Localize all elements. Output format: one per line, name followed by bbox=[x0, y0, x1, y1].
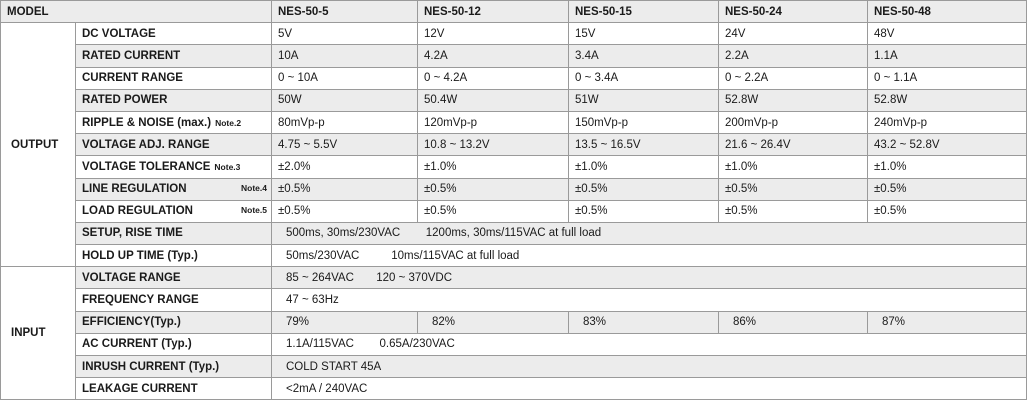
spec-name: LEAKAGE CURRENT bbox=[76, 378, 272, 400]
spec-value: ±1.0% bbox=[719, 156, 868, 178]
spec-value: ±0.5% bbox=[418, 200, 569, 222]
spec-value: 0 ~ 4.2A bbox=[418, 67, 569, 89]
spec-name: CURRENT RANGE bbox=[76, 67, 272, 89]
model-header: NES-50-24 bbox=[719, 1, 868, 23]
table-row bbox=[1, 356, 1027, 378]
spec-value: 50ms/230VAC 10ms/115VAC at full load bbox=[272, 245, 1027, 267]
spec-value: 82% bbox=[418, 311, 569, 333]
note-ref: Note.5 bbox=[241, 205, 267, 216]
spec-name: VOLTAGE ADJ. RANGE bbox=[76, 134, 272, 156]
table-row bbox=[1, 267, 1027, 289]
table-row bbox=[1, 111, 1027, 133]
spec-value: 2.2A bbox=[719, 45, 868, 67]
spec-value: 43.2 ~ 52.8V bbox=[868, 134, 1027, 156]
table-row bbox=[1, 378, 1027, 400]
table-row bbox=[1, 178, 1027, 200]
spec-name-text: LOAD REGULATION bbox=[82, 205, 193, 218]
spec-name bbox=[76, 156, 272, 178]
spec-value: ±2.0% bbox=[272, 156, 418, 178]
spec-value: ±0.5% bbox=[569, 178, 719, 200]
spec-name-text: LINE REGULATION bbox=[82, 183, 187, 196]
spec-name bbox=[76, 111, 272, 133]
spec-name: HOLD UP TIME (Typ.) bbox=[76, 245, 272, 267]
spec-value: 13.5 ~ 16.5V bbox=[569, 134, 719, 156]
spec-name: INRUSH CURRENT (Typ.) bbox=[76, 356, 272, 378]
spec-value: 48V bbox=[868, 23, 1027, 45]
spec-value: 80mVp-p bbox=[272, 111, 418, 133]
table-row bbox=[1, 333, 1027, 355]
spec-name: RATED CURRENT bbox=[76, 45, 272, 67]
model-label: MODEL bbox=[1, 1, 272, 23]
spec-value: ±0.5% bbox=[868, 200, 1027, 222]
spec-value: 52.8W bbox=[719, 89, 868, 111]
spec-name bbox=[76, 200, 272, 222]
input-group-label: INPUT bbox=[1, 267, 76, 400]
table-row bbox=[1, 245, 1027, 267]
spec-value: ±0.5% bbox=[569, 200, 719, 222]
table-row bbox=[1, 289, 1027, 311]
spec-value: ±1.0% bbox=[868, 156, 1027, 178]
spec-value: 79% bbox=[272, 311, 418, 333]
spec-value: 5V bbox=[272, 23, 418, 45]
spec-value: 86% bbox=[719, 311, 868, 333]
spec-value: 0 ~ 3.4A bbox=[569, 67, 719, 89]
spec-value: 150mVp-p bbox=[569, 111, 719, 133]
spec-value: ±0.5% bbox=[868, 178, 1027, 200]
spec-value: ±0.5% bbox=[719, 178, 868, 200]
table-row bbox=[1, 200, 1027, 222]
spec-name bbox=[76, 178, 272, 200]
note-ref: Note.3 bbox=[214, 161, 241, 172]
spec-name: EFFICIENCY(Typ.) bbox=[76, 311, 272, 333]
note-ref: Note.4 bbox=[241, 183, 267, 194]
spec-value: 24V bbox=[719, 23, 868, 45]
spec-value: 21.6 ~ 26.4V bbox=[719, 134, 868, 156]
spec-value: 50W bbox=[272, 89, 418, 111]
table-row bbox=[1, 311, 1027, 333]
spec-value: 0 ~ 1.1A bbox=[868, 67, 1027, 89]
spec-value: ±0.5% bbox=[719, 200, 868, 222]
spec-value: 10.8 ~ 13.2V bbox=[418, 134, 569, 156]
model-header: NES-50-5 bbox=[272, 1, 418, 23]
note-ref: Note.2 bbox=[215, 117, 242, 128]
spec-value: 87% bbox=[868, 311, 1027, 333]
table-row bbox=[1, 222, 1027, 244]
spec-value: <2mA / 240VAC bbox=[272, 378, 1027, 400]
table-row bbox=[1, 156, 1027, 178]
spec-name: RATED POWER bbox=[76, 89, 272, 111]
spec-value: 500ms, 30ms/230VAC 1200ms, 30ms/115VAC at full load bbox=[272, 222, 1027, 244]
spec-name: DC VOLTAGE bbox=[76, 23, 272, 45]
spec-value: ±1.0% bbox=[569, 156, 719, 178]
spec-value: 4.2A bbox=[418, 45, 569, 67]
spec-value: 3.4A bbox=[569, 45, 719, 67]
spec-value: ±0.5% bbox=[272, 178, 418, 200]
spec-value: ±0.5% bbox=[272, 200, 418, 222]
spec-name: SETUP, RISE TIME bbox=[76, 222, 272, 244]
spec-value: 120mVp-p bbox=[418, 111, 569, 133]
spec-value: 15V bbox=[569, 23, 719, 45]
spec-value: 240mVp-p bbox=[868, 111, 1027, 133]
table-row bbox=[1, 134, 1027, 156]
spec-value: 1.1A/115VAC 0.65A/230VAC bbox=[272, 333, 1027, 355]
spec-value: 0 ~ 10A bbox=[272, 67, 418, 89]
table-row bbox=[1, 89, 1027, 111]
spec-value: 47 ~ 63Hz bbox=[272, 289, 1027, 311]
spec-name: FREQUENCY RANGE bbox=[76, 289, 272, 311]
spec-value: 50.4W bbox=[418, 89, 569, 111]
spec-value: 200mVp-p bbox=[719, 111, 868, 133]
spec-value: 12V bbox=[418, 23, 569, 45]
table-row bbox=[1, 23, 1027, 45]
spec-name-text: VOLTAGE TOLERANCE bbox=[82, 160, 211, 173]
spec-value: 4.75 ~ 5.5V bbox=[272, 134, 418, 156]
spec-value: 52.8W bbox=[868, 89, 1027, 111]
spec-value: 85 ~ 264VAC 120 ~ 370VDC bbox=[272, 267, 1027, 289]
model-header: NES-50-48 bbox=[868, 1, 1027, 23]
spec-value: 0 ~ 2.2A bbox=[719, 67, 868, 89]
spec-value: ±1.0% bbox=[418, 156, 569, 178]
spec-name: AC CURRENT (Typ.) bbox=[76, 333, 272, 355]
output-group-label: OUTPUT bbox=[1, 23, 76, 267]
spec-value: COLD START 45A bbox=[272, 356, 1027, 378]
spec-value: 1.1A bbox=[868, 45, 1027, 67]
table-row bbox=[1, 67, 1027, 89]
table-row bbox=[1, 45, 1027, 67]
header-row bbox=[1, 1, 1027, 23]
spec-value: 83% bbox=[569, 311, 719, 333]
spec-value: 10A bbox=[272, 45, 418, 67]
spec-name: VOLTAGE RANGE bbox=[76, 267, 272, 289]
model-header: NES-50-12 bbox=[418, 1, 569, 23]
spec-value: 51W bbox=[569, 89, 719, 111]
model-header: NES-50-15 bbox=[569, 1, 719, 23]
spec-name-text: RIPPLE & NOISE (max.) bbox=[82, 116, 212, 129]
spec-value: ±0.5% bbox=[418, 178, 569, 200]
